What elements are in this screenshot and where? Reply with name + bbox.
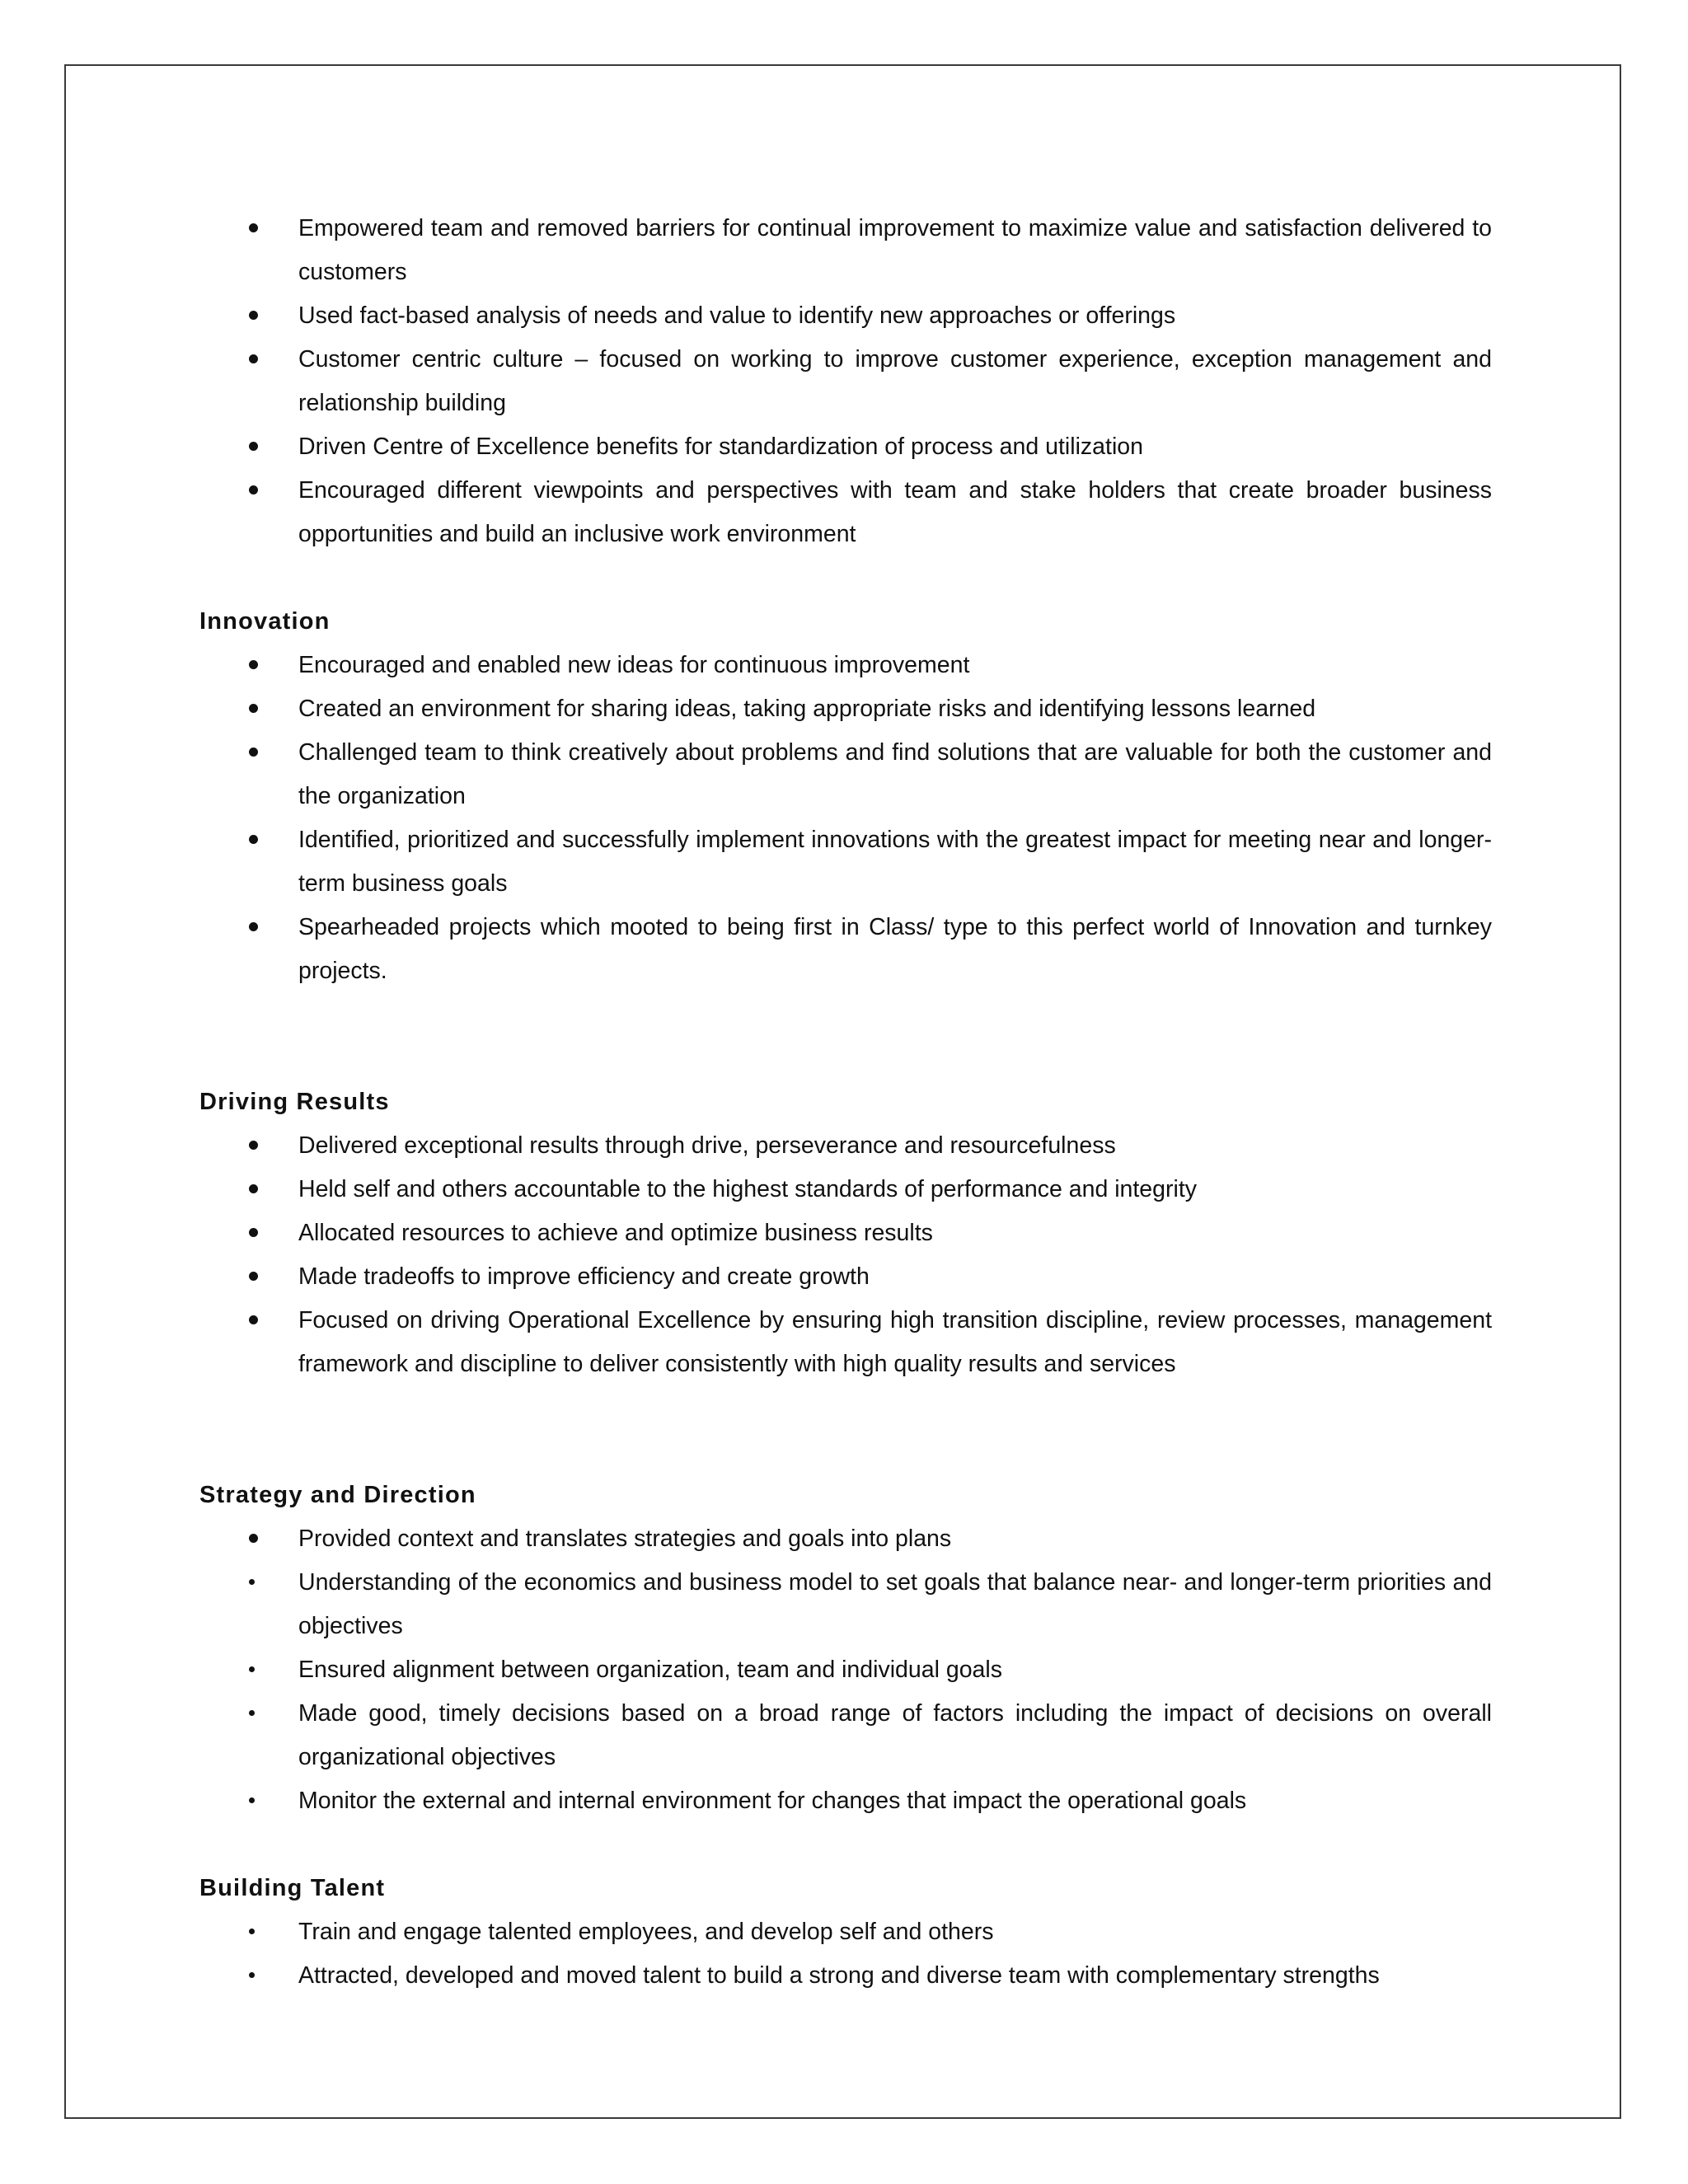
bullet-icon — [249, 818, 265, 862]
bullet-icon — [249, 1168, 265, 1212]
document-content — [199, 207, 1492, 1998]
list-item: Attracted, developed and moved talent to build a strong and diverse team with complementary strengths — [199, 1954, 1492, 1998]
bullet-icon — [249, 1910, 265, 1954]
bullet-icon — [249, 1954, 265, 1998]
bullet-icon — [249, 1255, 265, 1299]
bullet-icon — [249, 731, 265, 775]
bullet-icon — [249, 1212, 265, 1255]
bullet-icon — [249, 1299, 265, 1343]
list-item: Spearheaded projects which mooted to being first in Class/ type to this perfect world of Innovation and turnkey projects. — [199, 906, 1492, 993]
list-item: Encouraged different viewpoints and perspectives with team and stake holders that create broader business opportunities and build an inclusive work environment — [199, 469, 1492, 556]
list-item: Challenged team to think creatively about problems and find solutions that are valuable for both the customer and the organization — [199, 731, 1492, 818]
list-item: Provided context and translates strategies and goals into plans — [199, 1517, 1492, 1561]
list-item: Driven Centre of Excellence benefits for standardization of process and utilization — [199, 425, 1492, 469]
list-item: Focused on driving Operational Excellence by ensuring high transition discipline, review processes, management framework and discipline to deliver consistently with high quality results and services — [199, 1299, 1492, 1386]
list-item: Understanding of the economics and business model to set goals that balance near- and longer-term priorities and objectives — [199, 1561, 1492, 1648]
driving-results-list — [199, 1124, 1492, 1386]
bullet-icon — [249, 207, 265, 251]
list-item: Held self and others accountable to the highest standards of performance and integrity — [199, 1168, 1492, 1212]
bullet-icon — [249, 469, 265, 513]
bullet-icon — [249, 644, 265, 687]
list-item: Made tradeoffs to improve efficiency and create growth — [199, 1255, 1492, 1299]
section-heading-driving-results: Driving Results — [199, 1089, 390, 1115]
list-item: Customer centric culture – focused on working to improve customer experience, exception management and relationship building — [199, 338, 1492, 425]
list-item: Ensured alignment between organization, team and individual goals — [199, 1648, 1492, 1692]
bullet-icon — [249, 1779, 265, 1823]
list-item: Monitor the external and internal environment for changes that impact the operational goals — [199, 1779, 1492, 1823]
bullet-icon — [249, 1517, 265, 1561]
list-item: Encouraged and enabled new ideas for continuous improvement — [199, 644, 1492, 687]
section-heading-strategy: Strategy and Direction — [199, 1482, 476, 1508]
bullet-icon — [249, 687, 265, 731]
list-item: Identified, prioritized and successfully implement innovations with the greatest impact for meeting near and longer-term business goals — [199, 818, 1492, 906]
innovation-list — [199, 644, 1492, 993]
section-heading-innovation: Innovation — [199, 608, 331, 635]
list-item: Made good, timely decisions based on a broad range of factors including the impact of decisions on overall organizational objectives — [199, 1692, 1492, 1779]
bullet-icon — [249, 906, 265, 949]
intro-list — [199, 207, 1492, 556]
bullet-icon — [249, 338, 265, 382]
bullet-icon — [249, 1692, 265, 1736]
list-item: Delivered exceptional results through drive, perseverance and resourcefulness — [199, 1124, 1492, 1168]
bullet-icon — [249, 1124, 265, 1168]
list-item: Train and engage talented employees, and develop self and others — [199, 1910, 1492, 1954]
list-item: Allocated resources to achieve and optimize business results — [199, 1212, 1492, 1255]
building-talent-list — [199, 1910, 1492, 1998]
bullet-icon — [249, 294, 265, 338]
bullet-icon — [249, 1648, 265, 1692]
section-heading-building-talent: Building Talent — [199, 1875, 386, 1901]
list-item: Empowered team and removed barriers for continual improvement to maximize value and satisfaction delivered to customers — [199, 207, 1492, 294]
list-item: Created an environment for sharing ideas, taking appropriate risks and identifying lessons learned — [199, 687, 1492, 731]
bullet-icon — [249, 1561, 265, 1605]
list-item: Used fact-based analysis of needs and value to identify new approaches or offerings — [199, 294, 1492, 338]
strategy-list — [199, 1517, 1492, 1823]
bullet-icon — [249, 425, 265, 469]
